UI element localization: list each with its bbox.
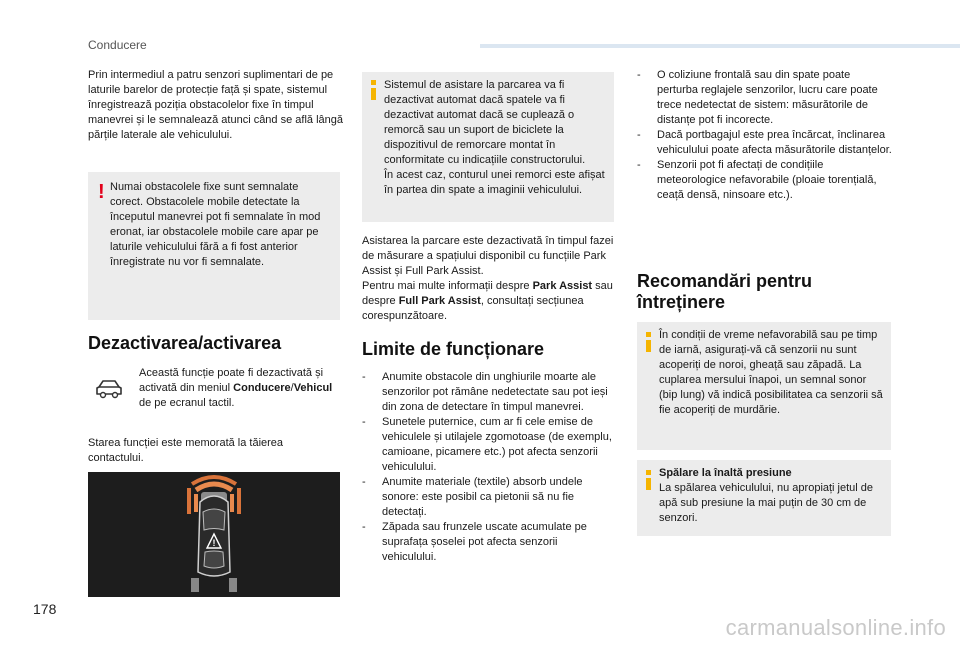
limits-list xyxy=(362,370,614,565)
intro-paragraph: Prin intermediul a patru senzori suplimentari de pe laturile barelor de protecție față și spate, sistemul înregistrează poziția obstacolelor fixe în timpul manevrei și le semnalează atunci când se află lângă părțile laterale ale vehiculului. xyxy=(88,69,343,141)
list-item: - Sunetele puternice, cum ar fi cele emise de vehiculele și utilajele zgomotoase (de exemplu, camioane, picamere etc.) pot afecta senzorii vehiculului. xyxy=(362,415,614,475)
watermark: carmanualsonline.info xyxy=(725,615,946,640)
list-item: - O coliziune frontală sau din spate poate perturba reglajele senzorilor, lucru care poate trece nedetectat de sistem: măsurătorile de distanțe pot fi incorecte. xyxy=(637,68,892,128)
info-icon xyxy=(371,88,376,100)
info-text: Sistemul de asistare la parcarea va fi dezactivat automat dacă spatele va fi dezactivat automat dacă se cuplează o remorcă sau un suport de biciclete la dispozitivul de remorcare montat în conformitate cu indicațiile constructorului. În acest caz, conturul unei remorci este afișat în partea din spate a imaginii vehiculului. xyxy=(384,79,605,196)
header-bar xyxy=(480,44,960,48)
list-item: - Dacă portbagajul este prea încărcat, înclinarea vehiculului poate afecta măsurătorile distanțelor. xyxy=(637,128,892,158)
list-item: - Anumite obstacole din unghiurile moarte ale senzorilor pot rămâne nedetectate sau pot ieși din zona de detectare în timpul manevrei. xyxy=(362,370,614,415)
car-menu-icon xyxy=(94,378,124,400)
page-number: 178 xyxy=(33,601,57,617)
info-text: Spălare la înaltă presiune La spălarea vehiculului, nu apropiați jetul de apă sub presiune la mai puțin de 30 cm de senzori. xyxy=(659,467,874,524)
heading-deactivation: Dezactivarea/activarea xyxy=(88,333,282,353)
list-item: - Senzorii pot fi afectați de condițiile meteorologice nefavorabile (ploaie torențială, ceață densă, ninsoare etc.). xyxy=(637,158,892,203)
limits-list-continued xyxy=(637,68,892,203)
warning-box xyxy=(88,172,340,320)
menu-paragraph: Această funcție poate fi dezactivată și activată din meniul Conducere/Vehicul de pe ecranul tactil. xyxy=(139,367,333,409)
list-item: - Zăpada sau frunzele uscate acumulate pe suprafața șoselei pot afecta senzorii vehiculului. xyxy=(362,520,614,565)
svg-text:!: ! xyxy=(212,538,216,548)
state-paragraph: Starea funcției este memorată la tăierea contactului. xyxy=(88,437,284,464)
info-text: În condiții de vreme nefavorabilă sau pe timp de iarnă, asigurați-vă că senzorii nu sunt acoperiți de noroi, gheață sau zăpadă. La cuplarea mersului înapoi, un semnal sonor (bip lung) vă indică posibilitatea ca senzorii să fie acoperiți de murdărie. xyxy=(659,329,883,416)
info-box-weather xyxy=(637,322,891,450)
warning-icon: ! xyxy=(98,181,105,203)
info-box-pressure-wash xyxy=(637,460,891,536)
list-item: - Anumite materiale (textile) absorb undele sonore: este posibil ca pietonii să nu fie detectați. xyxy=(362,475,614,520)
info-box-trailer xyxy=(362,72,614,222)
park-assist-paragraph: Asistarea la parcare este dezactivată în timpul fazei de măsurare a spațiului disponibil cu funcțiile Park Assist și Full Park Assist. Pentru mai multe informații despre Park Assist sau despre Full Park Assist, consultați secțiunea corespunzătoare. xyxy=(362,235,614,322)
info-icon xyxy=(646,478,651,490)
info-icon xyxy=(646,340,651,352)
warning-text: Numai obstacolele fixe sunt semnalate corect. Obstacolele mobile detectate la începutul manevrei pot fi semnalate în mod eronat, iar obstacolele mobile care apar pe laturile vehiculului fără a fi fost anterior înregistrate nu vor fi semnalate. xyxy=(110,181,321,268)
parking-screen-image xyxy=(88,472,340,597)
heading-limits: Limite de funcționare xyxy=(362,339,545,359)
section-title: Conducere xyxy=(88,38,147,52)
heading-maintenance: Recomandări pentru întreținere xyxy=(637,271,813,312)
